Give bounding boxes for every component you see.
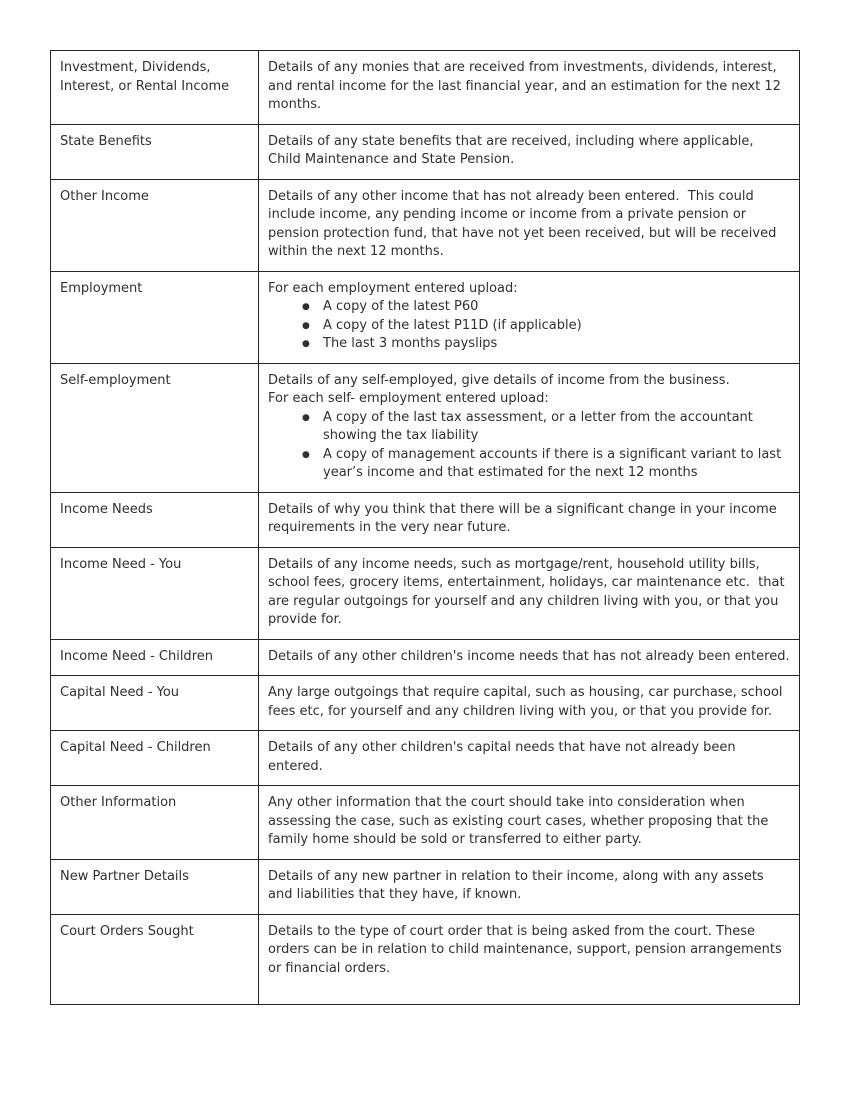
row-term-label: Income Needs — [60, 501, 153, 517]
reference-table — [50, 50, 800, 1005]
row-term — [51, 547, 259, 639]
description-paragraph: Details of any other income that has not already been entered. This could include income, any pending income or income from a private pension or pension protection fund, that have not yet been received, but will be received within the next 12 months. — [268, 188, 781, 259]
row-term-label: Other Information — [60, 795, 177, 810]
row-term-label: Capital Need - You — [60, 685, 180, 700]
row-description — [259, 914, 799, 1005]
description-paragraph: Any other information that the court should take into consideration when assessing the case, such as existing court cases, whether proposing that the family home should be sold or transferred to either party. — [268, 795, 773, 847]
row-description — [259, 547, 799, 639]
row-term-label: Income Need - Children — [60, 648, 213, 664]
row-term — [51, 271, 259, 363]
bullet-item — [302, 317, 790, 336]
bullet-list — [268, 298, 790, 354]
row-term-label: Income Need - You — [60, 556, 182, 572]
row-description — [259, 271, 799, 363]
bullet-dot-icon: ● — [302, 339, 310, 349]
bullet-list — [268, 409, 790, 483]
row-term — [51, 730, 259, 785]
row-description — [259, 124, 799, 179]
bullet-item-text: A copy of management accounts if there is a significant variant to last year’s income and that estimated for the next 12 months — [323, 446, 782, 480]
row-term-label: Other Income — [60, 188, 149, 204]
description-paragraph: Any large outgoings that require capital, such as housing, car purchase, school fees etc, for yourself and any children living with you, or that you provide for. — [268, 685, 787, 719]
description-paragraph: Details of any income needs, such as mortgage/rent, household utility bills, school fees, grocery items, entertainment, holidays, car maintenance etc. that are regular outgoings for yourself and any children living with you, or that you provide for. — [268, 556, 789, 627]
row-description — [259, 730, 799, 785]
row-term — [51, 675, 259, 730]
description-paragraph: Details of any self-employed, give details of income from the business. — [268, 372, 730, 388]
description-paragraph: Details of any monies that are received from investments, dividends, interest, and rental income for the last financial year, and an estimation for the next 12 months. — [268, 60, 786, 112]
description-paragraph: Details of any state benefits that are received, including where applicable, Child Maintenance and State Pension. — [268, 133, 758, 167]
row-term — [51, 914, 259, 1005]
description-paragraph: For each employment entered upload: — [268, 280, 518, 296]
row-term-label: Court Orders Sought — [60, 923, 194, 939]
description-paragraph: Details of any other children's capital needs that have not already been entered. — [268, 740, 740, 774]
row-term-label: Self-employment — [60, 372, 171, 388]
row-description — [259, 639, 799, 676]
bullet-dot-icon: ● — [302, 320, 310, 331]
row-description — [259, 492, 799, 547]
row-term-label: Capital Need - Children — [60, 740, 211, 755]
bullet-dot-icon: ● — [302, 412, 310, 423]
row-term-label: New Partner Details — [60, 868, 189, 884]
row-term — [51, 363, 259, 492]
row-description — [259, 859, 799, 914]
bullet-dot-icon: ● — [302, 302, 310, 312]
bullet-dot-icon: ● — [302, 449, 310, 460]
row-term — [51, 639, 259, 676]
description-paragraph: Details of why you think that there will be a significant change in your income requirements in the very near future. — [268, 501, 781, 535]
bullet-item — [302, 446, 790, 483]
bullet-item-text: The last 3 months payslips — [323, 336, 498, 351]
description-paragraph: Details of any new partner in relation to their income, along with any assets and liabilities that they have, if known. — [268, 868, 768, 902]
description-paragraph: Details of any other children's income needs that has not already been entered. — [268, 648, 790, 664]
row-description — [259, 675, 799, 730]
row-term-label: State Benefits — [60, 133, 152, 149]
row-term — [51, 179, 259, 271]
bullet-item-text: A copy of the last tax assessment, or a letter from the accountant showing the tax liability — [323, 409, 753, 443]
row-term — [51, 785, 259, 859]
row-term-label: Employment — [60, 280, 143, 296]
bullet-item — [302, 298, 790, 317]
row-term — [51, 51, 259, 124]
row-description — [259, 179, 799, 271]
row-term-label: Investment, Dividends, Interest, or Rental Income — [60, 60, 230, 94]
row-description — [259, 785, 799, 859]
row-description — [259, 51, 799, 124]
bullet-item-text: A copy of the latest P11D (if applicable) — [323, 317, 582, 333]
row-term — [51, 124, 259, 179]
bullet-item — [302, 409, 790, 446]
bullet-item-text: A copy of the latest P60 — [323, 299, 479, 314]
description-paragraph: For each self- employment entered upload: — [268, 391, 549, 406]
row-description — [259, 363, 799, 492]
bullet-item — [302, 335, 790, 354]
row-term — [51, 492, 259, 547]
row-term — [51, 859, 259, 914]
description-paragraph: Details to the type of court order that is being asked from the court. These orders can be in relation to child maintenance, support, pension arrangements or financial orders. — [268, 923, 786, 976]
